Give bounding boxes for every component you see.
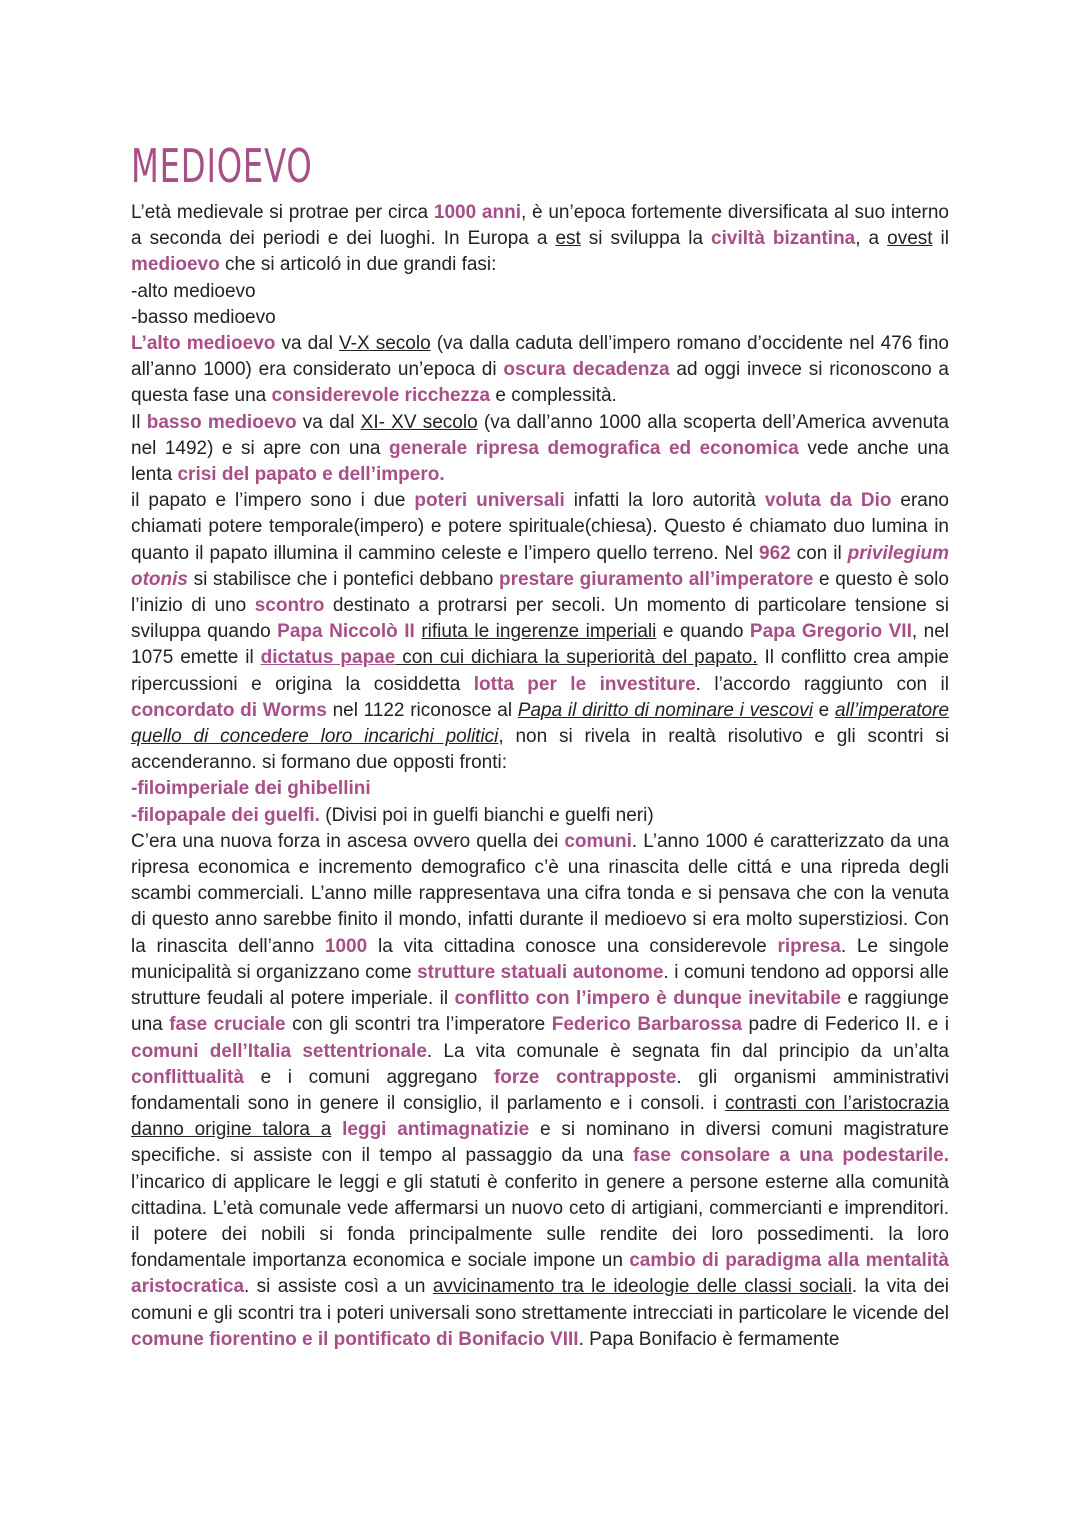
highlighted-term: lotta per le investiture [473,673,696,695]
highlighted-term: conflittualità [131,1066,244,1088]
highlighted-term: 962 [759,542,791,564]
highlighted-term: Federico Barbarossa [551,1014,742,1036]
highlighted-term: 1000 [324,935,368,957]
highlighted-term: fase cruciale [169,1014,286,1036]
list-item-alto: -alto medioevo [131,280,256,302]
document-page [131,138,949,1353]
paragraph-comuni: C’era una nuova forza in ascesa ovvero quella dei comuni. L’anno 1000 é caratterizzato da una ripresa economica e incremento demografico c’è una rinascita delle cittá e una ripreda degli scambi commerciali. L’anno mille rappresentava una cifra tonda e si pensava che con la venuta di questo anno sarebbe finito il mondo, infatti durante il medioevo si era molto superstiziosi. Con la rinascita dell’anno 1000 la vita cittadina conosce una considerevole ripresa. Le singole municipalità si organizzano come strutture statuali autonome. i comuni tendono ad opporsi alle strutture feudali al potere imperiale. il conflitto con l’impero è dunque inevitabile e raggiunge una fase cruciale con gli scontri tra l’imperatore Federico Barbarossa padre di Federico II. e i comuni dell’Italia settentrionale. La vita comunale è segnata fin dal principio da un’alta conflittualità e i comuni aggregano forze contrapposte. gli organismi amministrativi fondamentali sono in genere il consiglio, il parlamento e i consoli. i contrasti con l’aristocrazia danno origine talora a leggi antimagnatizie e si nominano in diversi comuni magistrature specifiche. si assiste con il tempo al passaggio da una fase consolare a una podestarile. l’incarico di applicare le leggi e gli statuti è conferito in genere a persone esterne alla comunità cittadina. L’età comunale vede affermarsi un nuovo ceto di artigiani, commercianti e imprenditori. il potere dei nobili si fonda principalmente sulle rendite dei loro possedimenti. la loro fondamentale importanza economica e sociale impone un cambio di paradigma alla mentalità aristocratica. si assiste così a un avvicinamento tra le ideologie delle classi sociali. la vita dei comuni e gli scontri tra i poteri universali sono strettamente intrecciati in particolare le vicende del comune fiorentino e il pontificato di Bonifacio VIII. Papa Bonifacio è fermamente [131,830,950,1350]
emphasized-text: XI- XV secolo [360,411,478,433]
highlighted-term: cambio di paradigma alla mentalità aristocratica [131,1250,949,1298]
emphasized-text: con cui dichiara la superiorità del papato. [395,647,758,669]
paragraph-basso-medioevo: Il basso medioevo va dal XI- XV secolo (va dall’anno 1000 alla scoperta dell’America avvenuta nel 1492) e si apre con una generale ripresa demografica ed economica vede anche una lenta crisi del papato e dell’impero. [131,411,949,486]
highlighted-term: generale ripresa demografica ed economica [388,437,799,459]
highlighted-term: considerevole ricchezza [271,385,491,407]
emphasized-text: all’imperatore quello di concedere loro incarichi politici [131,699,950,748]
emphasized-text: est [555,228,581,250]
highlighted-term: medioevo [131,254,220,276]
highlighted-term: comune fiorentino e il pontificato di Bonifacio VIII [131,1328,579,1350]
highlighted-term: -filoimperiale dei ghibellini [131,778,371,800]
emphasized-text: rifiuta le ingerenze imperiali [421,621,657,643]
highlighted-term: concordato di Worms [131,699,327,721]
highlighted-term: scontro [254,595,325,617]
highlighted-term: strutture statuali autonome [417,961,664,983]
highlighted-term: 1000 anni [433,202,521,223]
highlighted-term: privilegium otonis [131,542,949,590]
highlighted-term: comuni [564,830,632,852]
list-item-guelfi: -filopapale dei guelfi. (Divisi poi in guelfi bianchi e guelfi neri) [131,804,654,826]
highlighted-term: conflitto con l’impero è dunque inevitabile [454,988,842,1010]
highlighted-term: oscura decadenza [503,359,670,381]
highlighted-term: crisi del papato e dell’impero. [177,464,445,486]
highlighted-term: Papa Niccolò II [277,621,415,643]
highlighted-term: voluta da Dio [764,490,892,512]
highlighted-term: fase consolare a una podestarile. [632,1145,950,1167]
highlighted-term: ripresa [777,935,841,957]
highlighted-term: L’alto medioevo [131,333,276,355]
highlighted-term: basso medioevo [146,411,297,433]
list-item-ghibellini [131,776,949,802]
emphasized-text: avvicinamento tra le ideologie delle classi sociali [432,1276,852,1298]
highlighted-term: Papa Gregorio VII [749,621,912,643]
list-item-basso: -basso medioevo [131,306,276,328]
paragraph-intro: L’età medievale si protrae per circa 1000 anni, è un’epoca fortemente diversificata al suo interno a seconda dei periodi e dei luoghi. In Europa a est si sviluppa la civiltà bizantina, a ovest il medioevo che si articoló in due grandi fasi: [131,202,949,276]
emphasized-text: V-X secolo [339,333,431,355]
highlighted-term: prestare giuramento all’imperatore [499,568,814,590]
highlighted-term: poteri universali [414,490,565,512]
page-title: MEDIOEVO [131,139,313,193]
paragraph-alto-medioevo: L’alto medioevo va dal V-X secolo (va dalla caduta dell’impero romano d’occidente nel 476 fino all’anno 1000) era considerato un’epoca di oscura decadenza ad oggi invece si riconoscono a questa fase una considerevole ricchezza e complessità. [131,333,949,407]
document-body [131,200,949,1353]
paragraph-poteri-universali: il papato e l’impero sono i due poteri universali infatti la loro autorità voluta da Dio erano chiamati potere temporale(impero) e potere spirituale(chiesa). Questo é chiamato duo lumina in quanto il papato illumina il cammino celeste e l’impero quello terreno. Nel 962 con il privilegium otonis si stabilisce che i pontefici debbano prestare giuramento all’imperatore e questo è solo l’inizio di uno scontro destinato a protrarsi per secoli. Un momento di particolare tensione si sviluppa quando Papa Niccolò II rifiuta le ingerenze imperiali e quando Papa Gregorio VII, nel 1075 emette il dictatus papae con cui dichiara la superiorità del papato. Il conflitto crea ampie ripercussioni e origina la cosiddetta lotta per le investiture. l’accordo raggiunto con il concordato di Worms nel 1122 riconosce al Papa il diritto di nominare i vescovi e all’imperatore quello di concedere loro incarichi politici, non si rivela in realtà risolutivo e gli scontri si accenderanno. si formano due opposti fronti: [131,490,950,774]
highlighted-term: dictatus papae [260,647,396,669]
highlighted-term: forze contrapposte [493,1066,677,1088]
emphasized-text: Papa il diritto di nominare i vescovi [517,699,813,721]
emphasized-text: contrasti con l’aristocrazia danno origine talora a [131,1092,949,1141]
highlighted-term: comuni dell’Italia settentrionale [131,1040,427,1062]
highlighted-term: -filopapale dei guelfi. [131,804,320,826]
highlighted-term: civiltà bizantina [711,228,856,250]
highlighted-term: leggi antimagnatizie [342,1119,530,1141]
emphasized-text: ovest [887,228,933,250]
